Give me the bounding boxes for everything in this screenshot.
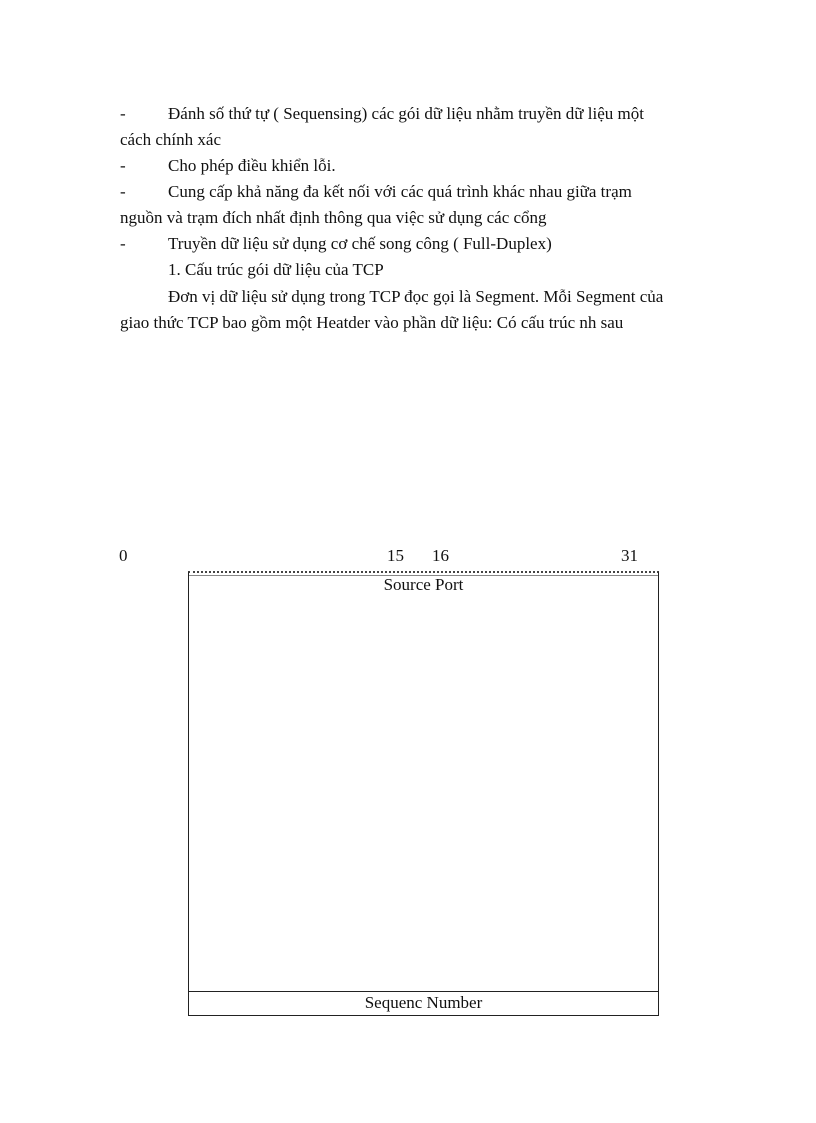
bit-label-15: 15: [387, 546, 404, 565]
bullet-dash: -: [120, 182, 126, 201]
bullet-text-error-control: Cho phép điều khiển lỗi.: [168, 156, 336, 175]
bullet-text-sequencing: Đánh số thứ tự ( Sequensing) các gói dữ liệu nhằm truyền dữ liệu một: [168, 104, 644, 123]
bullet-dash: -: [120, 234, 126, 253]
field-divider: [189, 991, 658, 992]
bit-label-16: 16: [432, 546, 449, 565]
sequence-number-field: Sequenc Number: [364, 993, 483, 1012]
bullet-text-multiplexing-continued: nguồn và trạm đích nhất định thông qua việc sử dụng các cổng: [120, 208, 547, 227]
bullet-text-sequencing-continued: cách chính xác: [120, 130, 221, 149]
source-port-field: Source Port: [383, 575, 464, 594]
tcp-header-diagram: [188, 571, 659, 1016]
bullet-text-multiplexing: Cung cấp khả năng đa kết nối với các quá trình khác nhau giữa trạm: [168, 182, 632, 201]
paragraph-text-continued: giao thức TCP bao gồm một Heatder vào phần dữ liệu: Có cấu trúc nh sau: [120, 313, 624, 332]
bullet-text-full-duplex: Truyền dữ liệu sử dụng cơ chế song công ( Full-Duplex): [168, 234, 552, 253]
paragraph-text: Đơn vị dữ liệu sử dụng trong TCP đọc gọi là Segment. Mỗi Segment của: [168, 287, 664, 306]
section-heading: 1. Cấu trúc gói dữ liệu của TCP: [168, 260, 384, 279]
bit-label-31: 31: [621, 546, 638, 565]
bit-label-0: 0: [119, 546, 128, 565]
bullet-dash: -: [120, 156, 126, 175]
bullet-dash: -: [120, 104, 126, 123]
